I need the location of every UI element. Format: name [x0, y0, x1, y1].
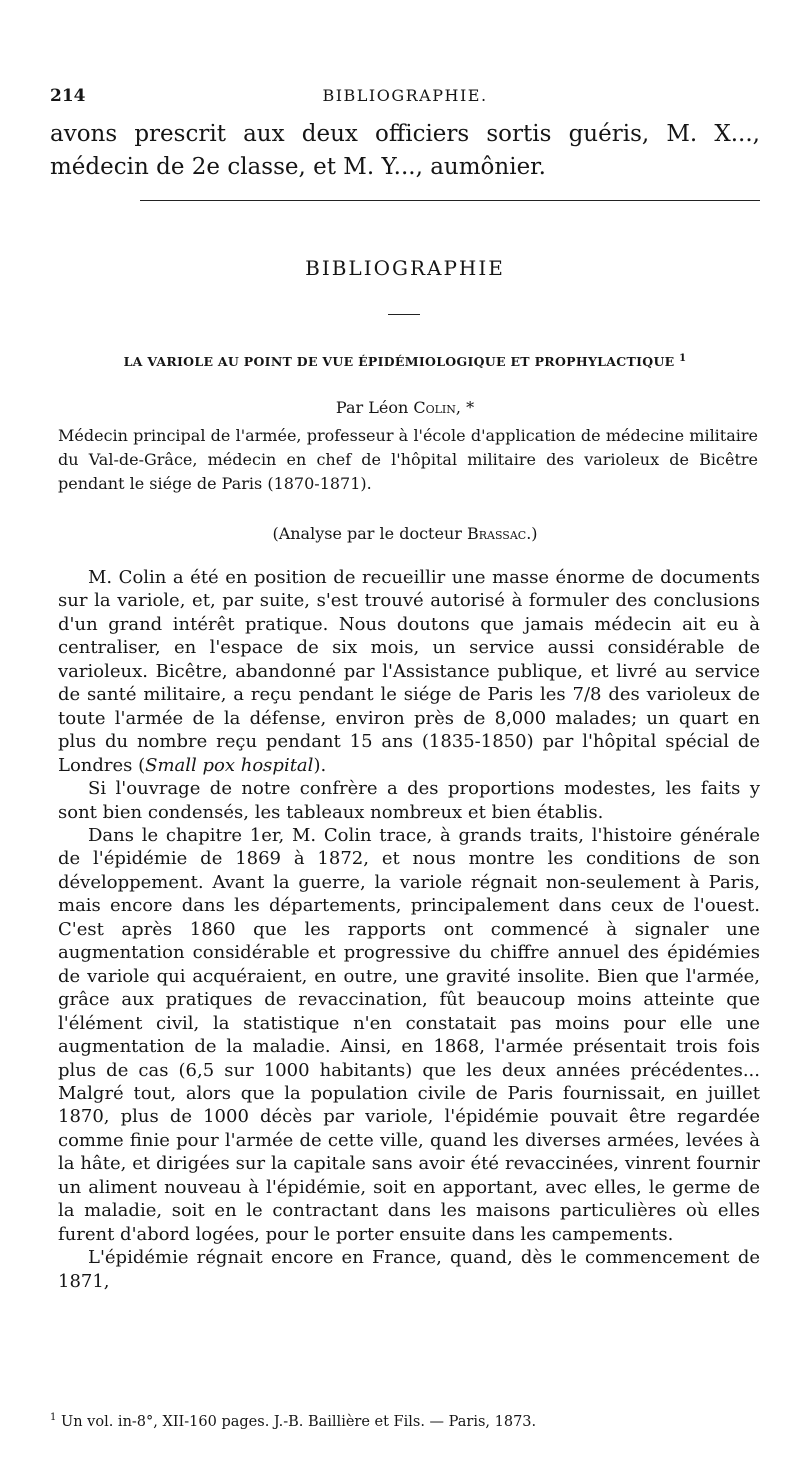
italic-hospital-name: Small pox hospital	[145, 754, 314, 776]
section-divider	[140, 200, 760, 201]
section-title: BIBLIOGRAPHIE	[305, 256, 505, 280]
author-marker: *	[466, 398, 475, 417]
intro-paragraph: avons prescrit aux deux officiers sortis guéris, M. X..., médecin de 2e classe, et M. Y..., aumônier.	[50, 121, 760, 180]
footnote-marker: 1	[50, 1412, 57, 1424]
paragraph: Dans le chapitre 1er, M. Colin trace, à grands traits, l'histoire générale de l'épidémie de 1869 à 1872, et nous montre les conditions de son développement. Avant la guerre, la variole régnait non-seulement à Paris, mais encore dans les départements, principalement dans ceux de l'ouest. C'est après 1860 que les rapports ont commencé à signaler une augmentation considérable et progressive du chiffre annuel des épidémies de variole qui acquéraient, en outre, une gravité insolite. Bien que l'armée, grâce aux pratiques de revaccination, fût beaucoup moins atteinte que l'élément civil, la statistique n'en constatait pas moins pour elle une augmentation de la maladie. Ainsi, en 1868, l'armée présentait trois fois plus de cas (6,5 sur 1000 habitants) que les deux années précédentes... Malgré tout, alors que la population civile de Paris fournissait, en juillet 1870, plus de 1000 décès par variole, l'épidémie pouvait être regardée comme finie pour l'armée de cette ville, quand les diverses armées, levées à la hâte, et dirigées sur la capitale sans avoir été revaccinées, vinrent fournir un aliment nouveau à l'épidémie, soit en apportant, avec elles, le germe de la maladie, soit en le contractant dans les maisons particulières où elles furent d'abord logées, pour le porter ensuite dans les campements.	[58, 824, 760, 1245]
title-dash	[388, 314, 420, 315]
footnote	[50, 1414, 760, 1430]
running-head: BIBLIOGRAPHIE.	[322, 86, 488, 105]
paragraph: L'épidémie régnait encore en France, quand, dès le commencement de 1871,	[58, 1247, 760, 1292]
footnote-reference: 1	[679, 352, 687, 364]
analysis-credit	[50, 524, 760, 543]
page-number: 214	[50, 86, 86, 106]
paragraph: Si l'ouvrage de notre confrère a des proportions modestes, les faits y sont bien condensés, les tableaux nombreux et bien établis.	[58, 778, 760, 823]
author-prefix: Par Léon	[335, 398, 409, 417]
analyst-name: Brassac.)	[466, 524, 538, 543]
work-title-text: LA VARIOLE AU POINT DE VUE ÉPIDÉMIOLOGIQUE ET PROPHYLACTIQUE	[123, 354, 675, 369]
page-header	[50, 86, 760, 110]
author-credentials: Médecin principal de l'armée, professeur à l'école d'application de médecine militaire du Val-de-Grâce, médecin en chef de l'hôpital militaire des varioleux de Bicêtre pendant le siége de Paris (1870-1871).	[58, 426, 758, 493]
analysis-prefix: (Analyse par le docteur	[272, 524, 462, 543]
author-line	[50, 398, 760, 417]
paragraph	[58, 566, 760, 777]
review-body	[58, 566, 760, 1293]
paragraph-end: ).	[313, 754, 327, 776]
footnote-text: Un vol. in-8°, XII-160 pages. J.-B. Baillière et Fils. — Paris, 1873.	[60, 1414, 537, 1430]
author-name: Colin,	[413, 398, 461, 417]
paragraph-text: M. Colin a été en position de recueillir une masse énorme de documents sur la variole, et, par suite, s'est trouvé autorisé à formuler des conclusions d'un grand intérêt pratique. Nous doutons que jamais médecin ait eu à centraliser, en l'espace de six mois, un service aussi considérable de varioleux. Bicêtre, abandonné par l'Assistance publique, et livré au service de santé militaire, a reçu pendant le siége de Paris les 7/8 des varioleux de toute l'armée de la défense, environ près de 8,000 malades; un quart en plus du nombre reçu pendant 15 ans (1835-1850) par l'hôpital spécial de Londres (	[58, 567, 760, 776]
work-title	[50, 354, 760, 369]
